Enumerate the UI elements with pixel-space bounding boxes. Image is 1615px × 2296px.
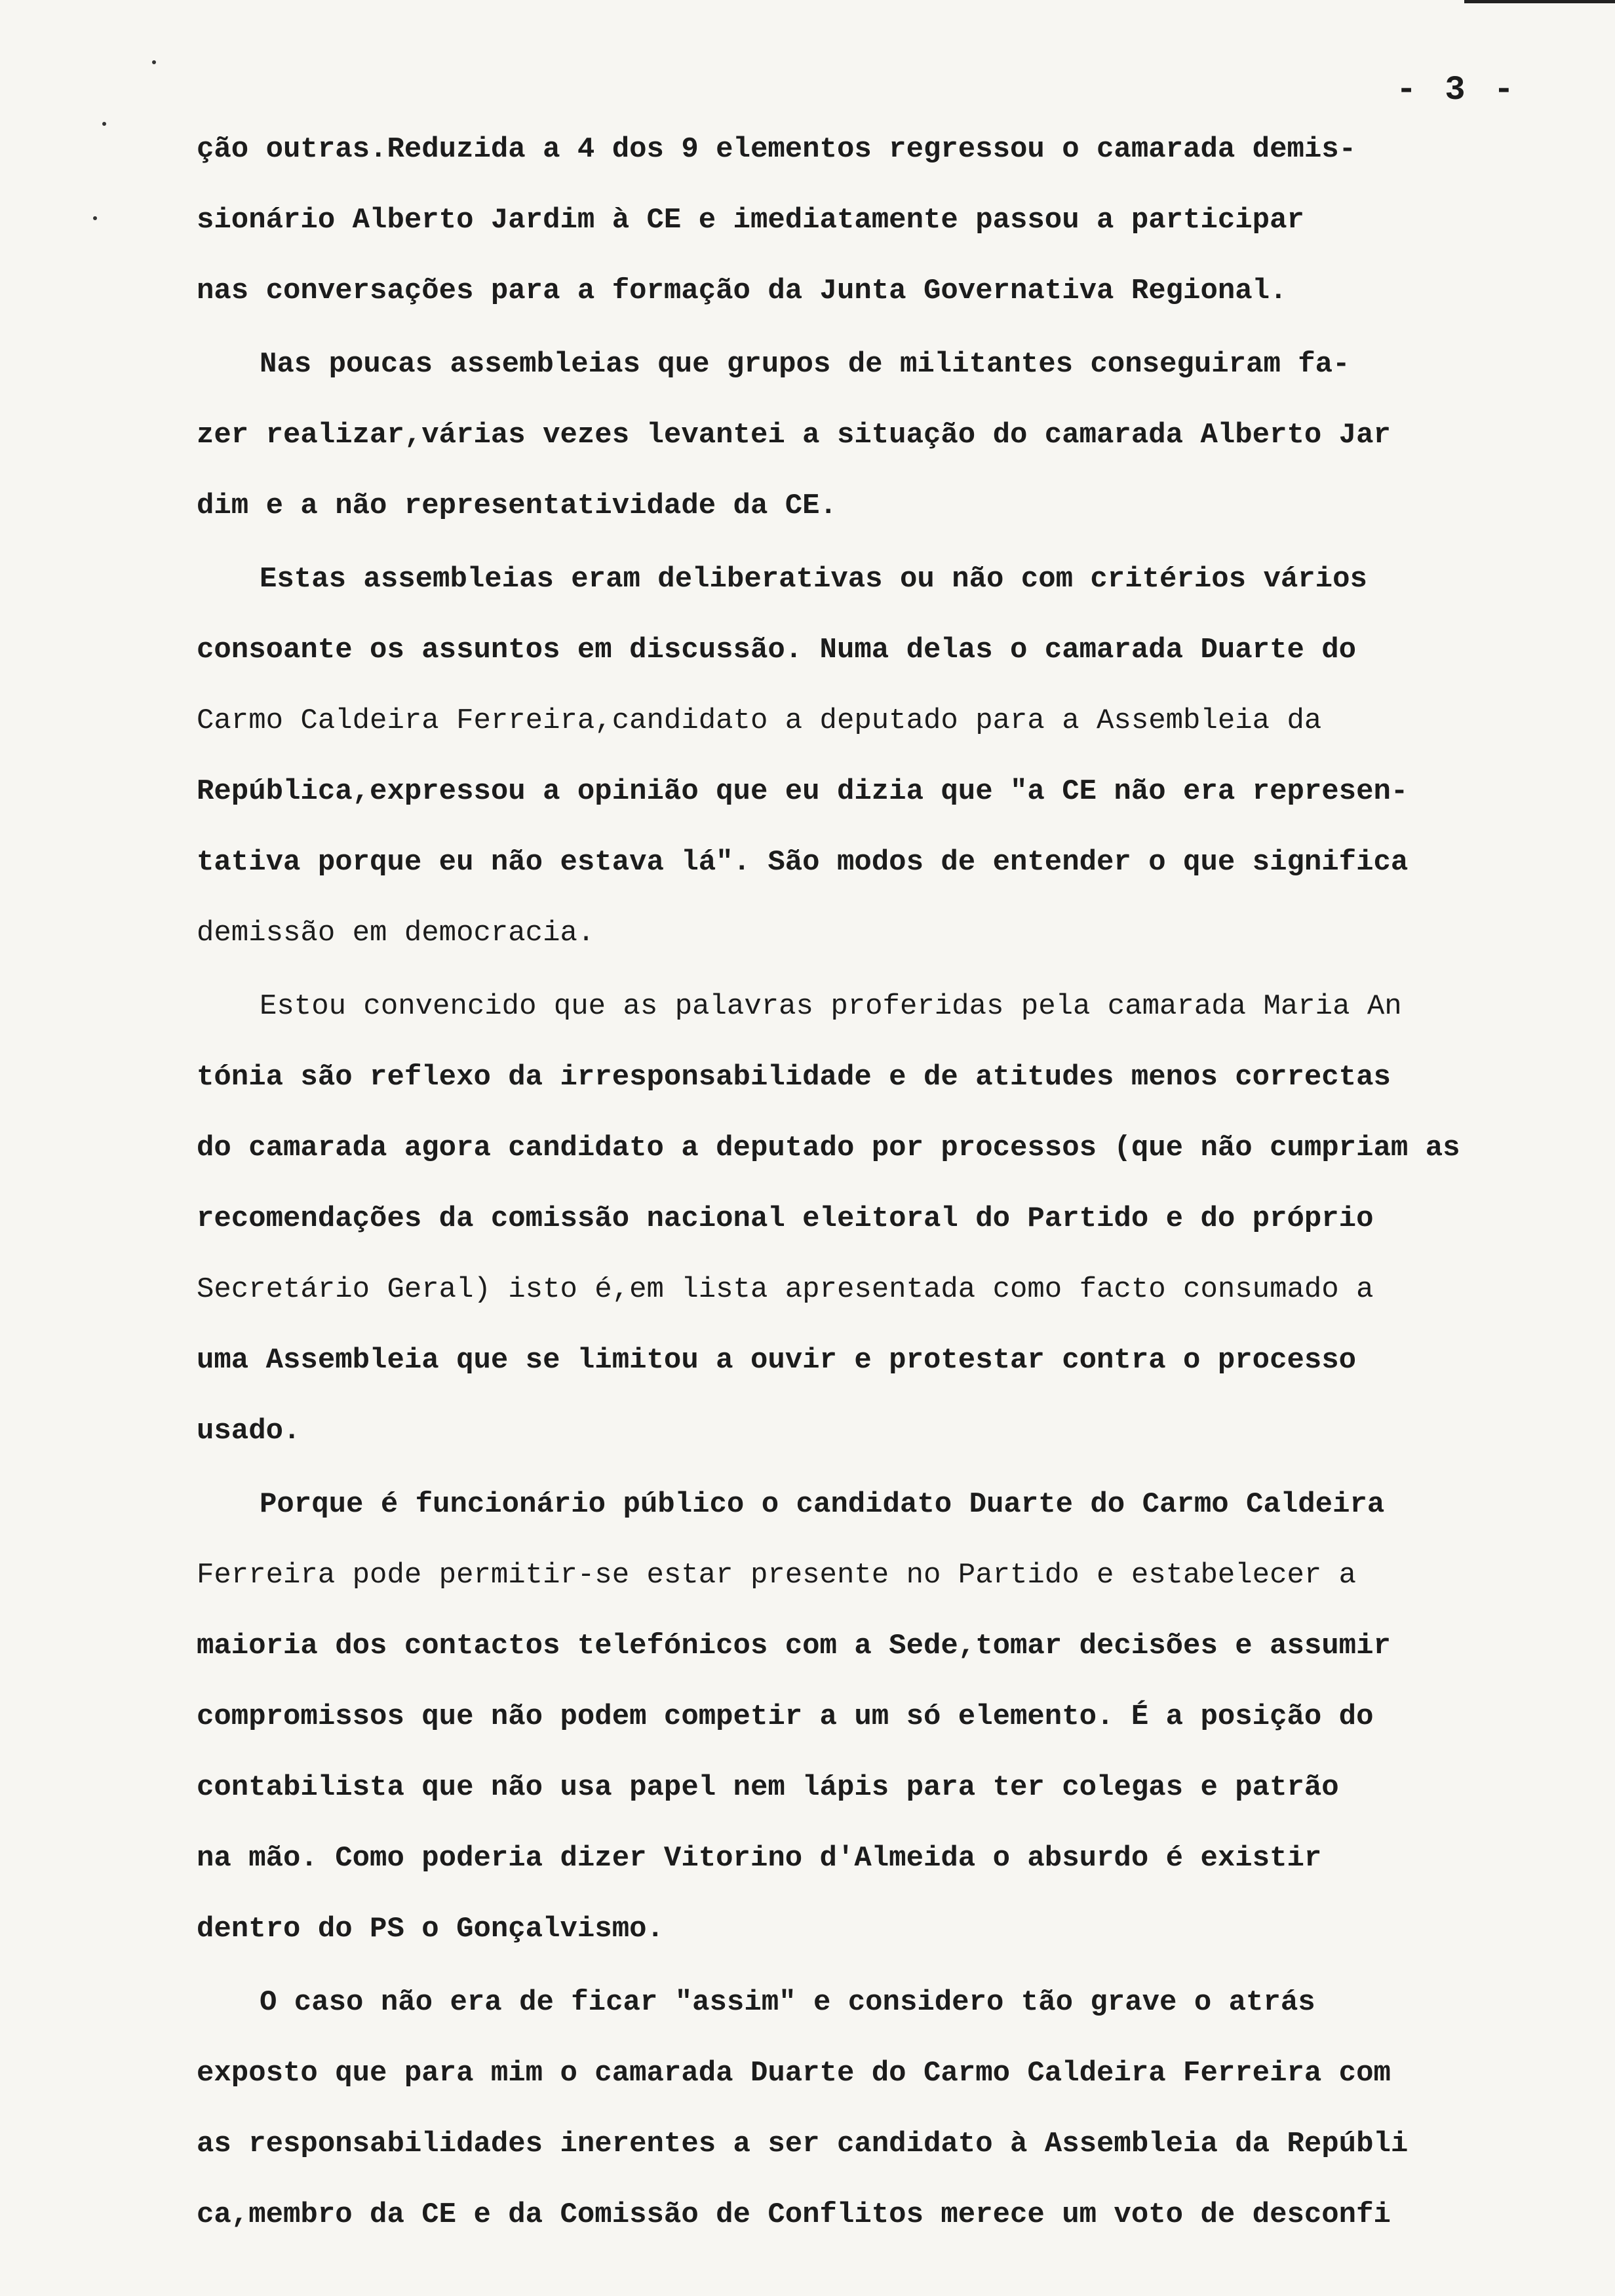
paragraph [197,1984,1540,2267]
text-line: do camarada agora candidato a deputado por processos (que não cumpriam as [197,1132,1460,1164]
paper-speck [102,122,106,126]
text-line: República,expressou a opinião que eu dizia que "a CE não era represen- [197,775,1409,808]
paragraph [197,1486,1540,1984]
page-number: - 3 - [1395,71,1518,109]
text-line: tativa porque eu não estava lá". São modos de entender o que significa [197,846,1409,879]
text-line: contabilista que não usa papel nem lápis para ter colegas e patrão [197,1771,1339,1804]
paper-speck [152,60,156,64]
paragraph [197,561,1540,988]
text-line: Secretário Geral) isto é,em lista apresentada como facto consumado a [197,1273,1374,1306]
text-line: usado. [197,1415,301,1447]
text-line: consoante os assuntos em discussão. Numa delas o camarada Duarte do [197,634,1357,666]
text-line: Estou convencido que as palavras proferidas pela camarada Maria An [260,990,1402,1023]
text-line: O caso não era de ficar "assim" e considero tão grave o atrás [260,1986,1315,2019]
document-body [197,131,1540,2267]
text-line: Porque é funcionário público o candidato Duarte do Carmo Caldeira [260,1488,1385,1521]
text-line: dentro do PS o Gonçalvismo. [197,1913,664,1945]
text-line: ção outras.Reduzida a 4 dos 9 elementos regressou o camarada demis- [197,133,1357,166]
text-line: Carmo Caldeira Ferreira,candidato a deputado para a Assembleia da [197,704,1322,737]
text-line: exposto que para mim o camarada Duarte do Carmo Caldeira Ferreira com [197,2057,1391,2090]
paragraph [197,346,1540,561]
text-line: demissão em democracia. [197,917,595,949]
text-line: zer realizar,várias vezes levantei a situação do camarada Alberto Jar [197,419,1391,451]
paper-speck [93,216,97,220]
text-line: compromissos que não podem competir a um só elemento. É a posição do [197,1700,1374,1733]
text-line: sionário Alberto Jardim à CE e imediatamente passou a participar [197,204,1304,237]
text-line: dim e a não representatividade da CE. [197,489,837,522]
text-line: Ferreira pode permitir-se estar presente no Partido e estabelecer a [197,1559,1357,1592]
paragraph [197,131,1540,346]
text-line: nas conversações para a formação da Junta Governativa Regional. [197,275,1287,307]
paragraph [197,988,1540,1486]
text-line: na mão. Como poderia dizer Vitorino d'Almeida o absurdo é existir [197,1842,1322,1875]
text-line: Estas assembleias eram deliberativas ou não com critérios vários [260,563,1367,596]
text-line: Nas poucas assembleias que grupos de militantes conseguiram fa- [260,348,1350,381]
text-line: as responsabilidades inerentes a ser candidato à Assembleia da Repúbli [197,2128,1409,2160]
text-line: uma Assembleia que se limitou a ouvir e protestar contra o processo [197,1344,1357,1377]
text-line: tónia são reflexo da irresponsabilidade e de atitudes menos correctas [197,1061,1391,1094]
text-line: maioria dos contactos telefónicos com a Sede,tomar decisões e assumir [197,1630,1391,1662]
top-edge-rule [1464,0,1615,3]
text-line: ca,membro da CE e da Comissão de Conflitos merece um voto de desconfi [197,2198,1391,2231]
text-line: recomendações da comissão nacional eleitoral do Partido e do próprio [197,1202,1374,1235]
